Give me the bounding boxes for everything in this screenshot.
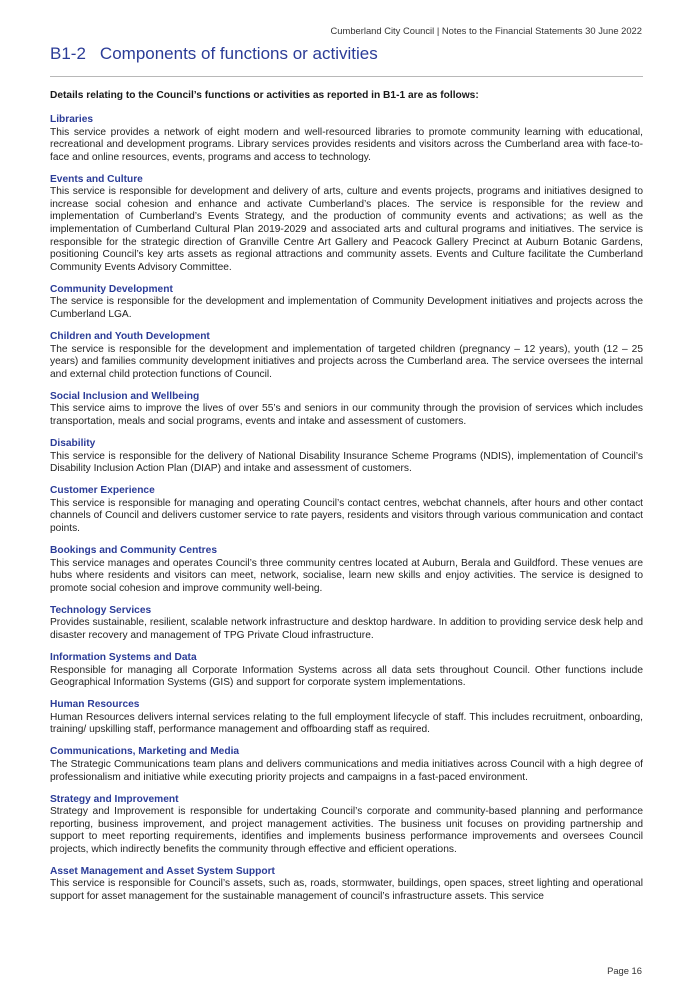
section-title: Components of functions or activities	[99, 44, 378, 63]
section-heading: Social Inclusion and Wellbeing	[50, 390, 200, 402]
section-body: The service is responsible for the development and implementation of targeted children (pregnancy – 12 years), youth (12 – 25 years) and families community development initiatives and projects across the Cumberland area. The service oversees the internal and external child protection functions of Council.	[50, 343, 643, 380]
section-heading: Disability	[50, 438, 96, 450]
section-body: This service is responsible for development and delivery of arts, culture and events projects, programs and initiatives designed to increase social cohesion and enhance and activate Cumberland’s places. The service is responsible for the review and implementation of Cumberland’s Events Strategy, and the production of community events and activations; as well as the implementation of Cumberland Cultural Plan 2019-2029 and associated arts and cultural programs and initiatives. The service is responsible for the strategic direction of Granville Centre Art Gallery and Peacock Gallery Precinct at Auburn Botanic Gardens, positioning Council’s key arts assets as regional attractions and community assets. Events and Culture facilitate the Cumberland Community Events Advisory Committee.	[50, 186, 643, 273]
section-body: This service manages and operates Council’s three community centres located at Auburn, Berala and Guildford. These venues are hubs where residents and visitors can meet, network, socialise, learn new skills and enjoy activities. The service is designed to promote social cohesion and improve community well-being.	[50, 557, 643, 594]
section-social-inclusion	[50, 391, 643, 429]
section-body: This service provides a network of eight modern and well-resourced libraries to promote community learning with educational, recreational and development programs. Library services provides residents and visitors across the Cumberland area with face-to-face and online resources, events, programs and access to technology.	[50, 126, 643, 163]
section-technology-services	[50, 605, 643, 643]
section-heading: Children and Youth Development	[50, 331, 210, 343]
section-libraries	[50, 114, 643, 164]
section-body: This service aims to improve the lives of over 55’s and seniors in our community through the provision of services which includes transportation, meals and social programs, events and intake and assessment of customers.	[50, 403, 643, 427]
section-disability	[50, 438, 643, 476]
section-body: This service is responsible for the delivery of National Disability Insurance Scheme Programs (NDIS), implementation of Council’s Disability Inclusion Action Plan (DIAP) and intake and assessment of customers.	[50, 450, 643, 475]
section-heading: Customer Experience	[50, 485, 155, 497]
sections-list	[50, 114, 643, 913]
section-community-development	[50, 284, 643, 322]
page-title	[50, 44, 378, 64]
section-heading: Community Development	[50, 283, 173, 295]
section-bookings-community-centres	[50, 545, 643, 595]
section-number: B1-2	[50, 44, 86, 63]
section-body: Strategy and Improvement is responsible for undertaking Council’s corporate and community-based planning and performance reporting, business improvement, and project management activities. The business unit focuses on providing partnership and support to meet reporting requirements, identifies and implements business performance improvements and oversees Council projects, which indirectly benefits the community through effective and efficient operations.	[50, 806, 643, 855]
section-events-and-culture	[50, 174, 643, 275]
page-number: Page 16	[607, 965, 642, 976]
section-heading: Human Resources	[50, 699, 140, 711]
section-heading: Events and Culture	[50, 173, 143, 185]
section-heading: Asset Management and Asset System Support	[50, 865, 275, 877]
title-divider	[50, 76, 643, 77]
section-body: This service is responsible for Council’s assets, such as, roads, stormwater, buildings, open spaces, street lighting and operational support for asset management for the sustainable management of council’s infrastructure assets. This service	[50, 878, 643, 903]
section-body: Provides sustainable, resilient, scalable network infrastructure and desktop hardware. In addition to providing service desk help and disaster recovery and management of TPG Private Cloud infrastructure.	[50, 617, 643, 641]
section-heading: Libraries	[50, 114, 94, 125]
section-body: Human Resources delivers internal services relating to the full employment lifecycle of staff. This includes recruitment, onboarding, training/ upskilling staff, performance management and offboarding staff as required.	[50, 711, 643, 736]
section-heading: Strategy and Improvement	[50, 793, 179, 805]
running-header: Cumberland City Council | Notes to the Financial Statements 30 June 2022	[330, 25, 642, 36]
intro-text: Details relating to the Council’s functions or activities as reported in B1-1 are as follows:	[50, 90, 479, 101]
section-body: Responsible for managing all Corporate Information Systems across all data sets throughout Council. Other functions include Geographical Information Systems (GIS) and support for corporate system implementations.	[50, 664, 643, 689]
section-body: This service is responsible for managing and operating Council’s contact centres, webchat channels, after hours and other contact channels of Council and delivers customer service to rate payers, residents and visitors through various communication and contact points.	[50, 497, 643, 534]
section-strategy-improvement	[50, 794, 643, 857]
section-children-and-youth	[50, 331, 643, 381]
section-asset-management	[50, 866, 643, 904]
section-information-systems	[50, 652, 643, 690]
section-customer-experience	[50, 485, 643, 535]
section-heading: Technology Services	[50, 604, 152, 616]
section-heading: Information Systems and Data	[50, 652, 197, 664]
section-body: The service is responsible for the development and implementation of Community Development initiatives and projects across the Cumberland LGA.	[50, 296, 643, 321]
section-heading: Communications, Marketing and Media	[50, 746, 240, 758]
section-body: The Strategic Communications team plans and delivers communications and media initiatives across Council with a high degree of professionalism and initiative while executing priority projects and campaigns in a fast-paced environment.	[50, 758, 643, 783]
section-heading: Bookings and Community Centres	[50, 545, 217, 557]
section-human-resources	[50, 699, 643, 737]
section-communications	[50, 746, 643, 784]
